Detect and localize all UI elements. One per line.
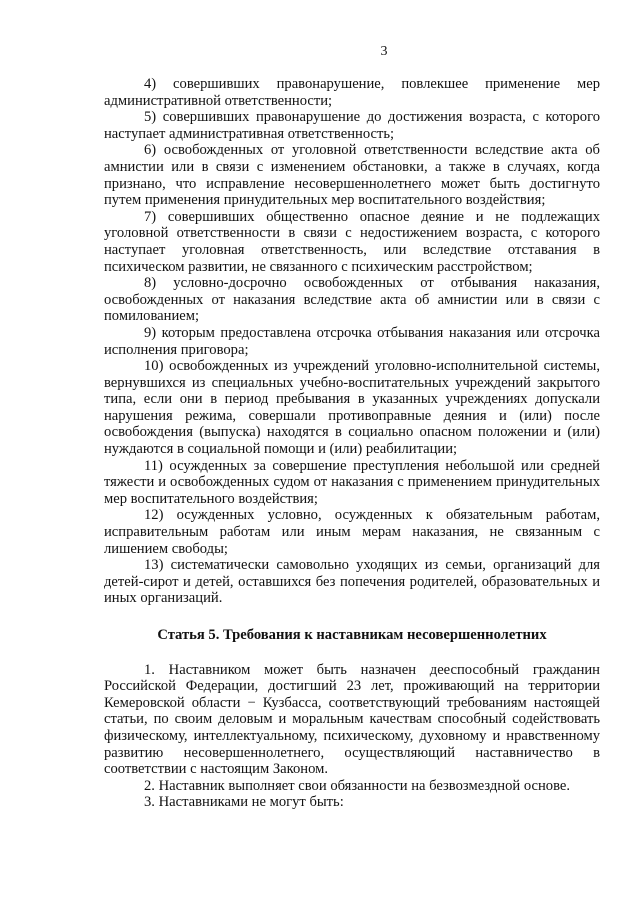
article-heading: Статья 5. Требования к наставникам несовершеннолетних xyxy=(157,627,547,643)
article-paragraph-3: 3. Наставниками не могут быть: xyxy=(144,794,344,811)
list-item-8: 8) условно-досрочно освобожденных от отбывания наказания, освобожденных от наказания вследствие акта об амнистии или в связи с помилованием; xyxy=(104,275,600,325)
list-item-7: 7) совершивших общественно опасное деяние и не подлежащих уголовной ответственности в связи с недостижением возраста, с которого наступает уголовная ответственность, или вследствие отставания в психическом развитии, не связанного с психическим расстройством; xyxy=(104,208,600,275)
article-paragraph-1: 1. Наставником может быть назначен дееспособный гражданин Российской Федерации, достигший 23 лет, проживающий на территории Кемеровской области − Кузбасса, соответствующий требованиям настоящей статьи, по своим деловым и моральным качествам способный содействовать физическому, интеллектуальному, психическому, духовному и нравственному развитию несовершеннолетнего, осуществляющий наставничество в соответствии с настоящим Законом. xyxy=(104,661,600,778)
article-paragraph-2: 2. Наставник выполняет свои обязанности на безвозмездной основе. xyxy=(144,777,571,794)
list-item-10: 10) освобожденных из учреждений уголовно-исполнительной системы, вернувшихся из специальных учебно-воспитательных учреждений закрытого типа, если они в период пребывания в указанных учреждениях допускали нарушения режима, совершали противоправные деяния и (или) после освобождения (выпуска) находятся в социально опасном положении и (или) нуждаются в социальной помощи и (или) реабилитации; xyxy=(104,358,600,458)
list-item-11: 11) осужденных за совершение преступления небольшой или средней тяжести и освобожденных судом от наказания с применением принудительных мер воспитательного воздействия; xyxy=(104,457,600,507)
list-item-9: 9) которым предоставлена отсрочка отбывания наказания или отсрочка исполнения приговора; xyxy=(104,324,600,358)
list-item-6: 6) освобожденных от уголовной ответственности вследствие акта об амнистии или в связи с изменением обстановки, а также в случаях, когда признано, что исправление несовершеннолетнего может быть достигнуто путем применения принудительных мер воспитательного воздействия; xyxy=(104,142,600,209)
list-item-4: 4) совершивших правонарушение, повлекшее применение мер административной ответственности; xyxy=(104,76,600,109)
list-item-12: 12) осужденных условно, осужденных к обязательным работам, исправительным работам или иным мерам наказания, не связанным с лишением свободы; xyxy=(104,507,600,557)
page-number: 3 xyxy=(380,44,388,59)
list-item-5: 5) совершивших правонарушение до достижения возраста, с которого наступает административная ответственность; xyxy=(104,109,600,142)
list-item-13: 13) систематически самовольно уходящих из семьи, организаций для детей-сирот и детей, оставшихся без попечения родителей, образовательных и иных организаций. xyxy=(104,557,600,607)
